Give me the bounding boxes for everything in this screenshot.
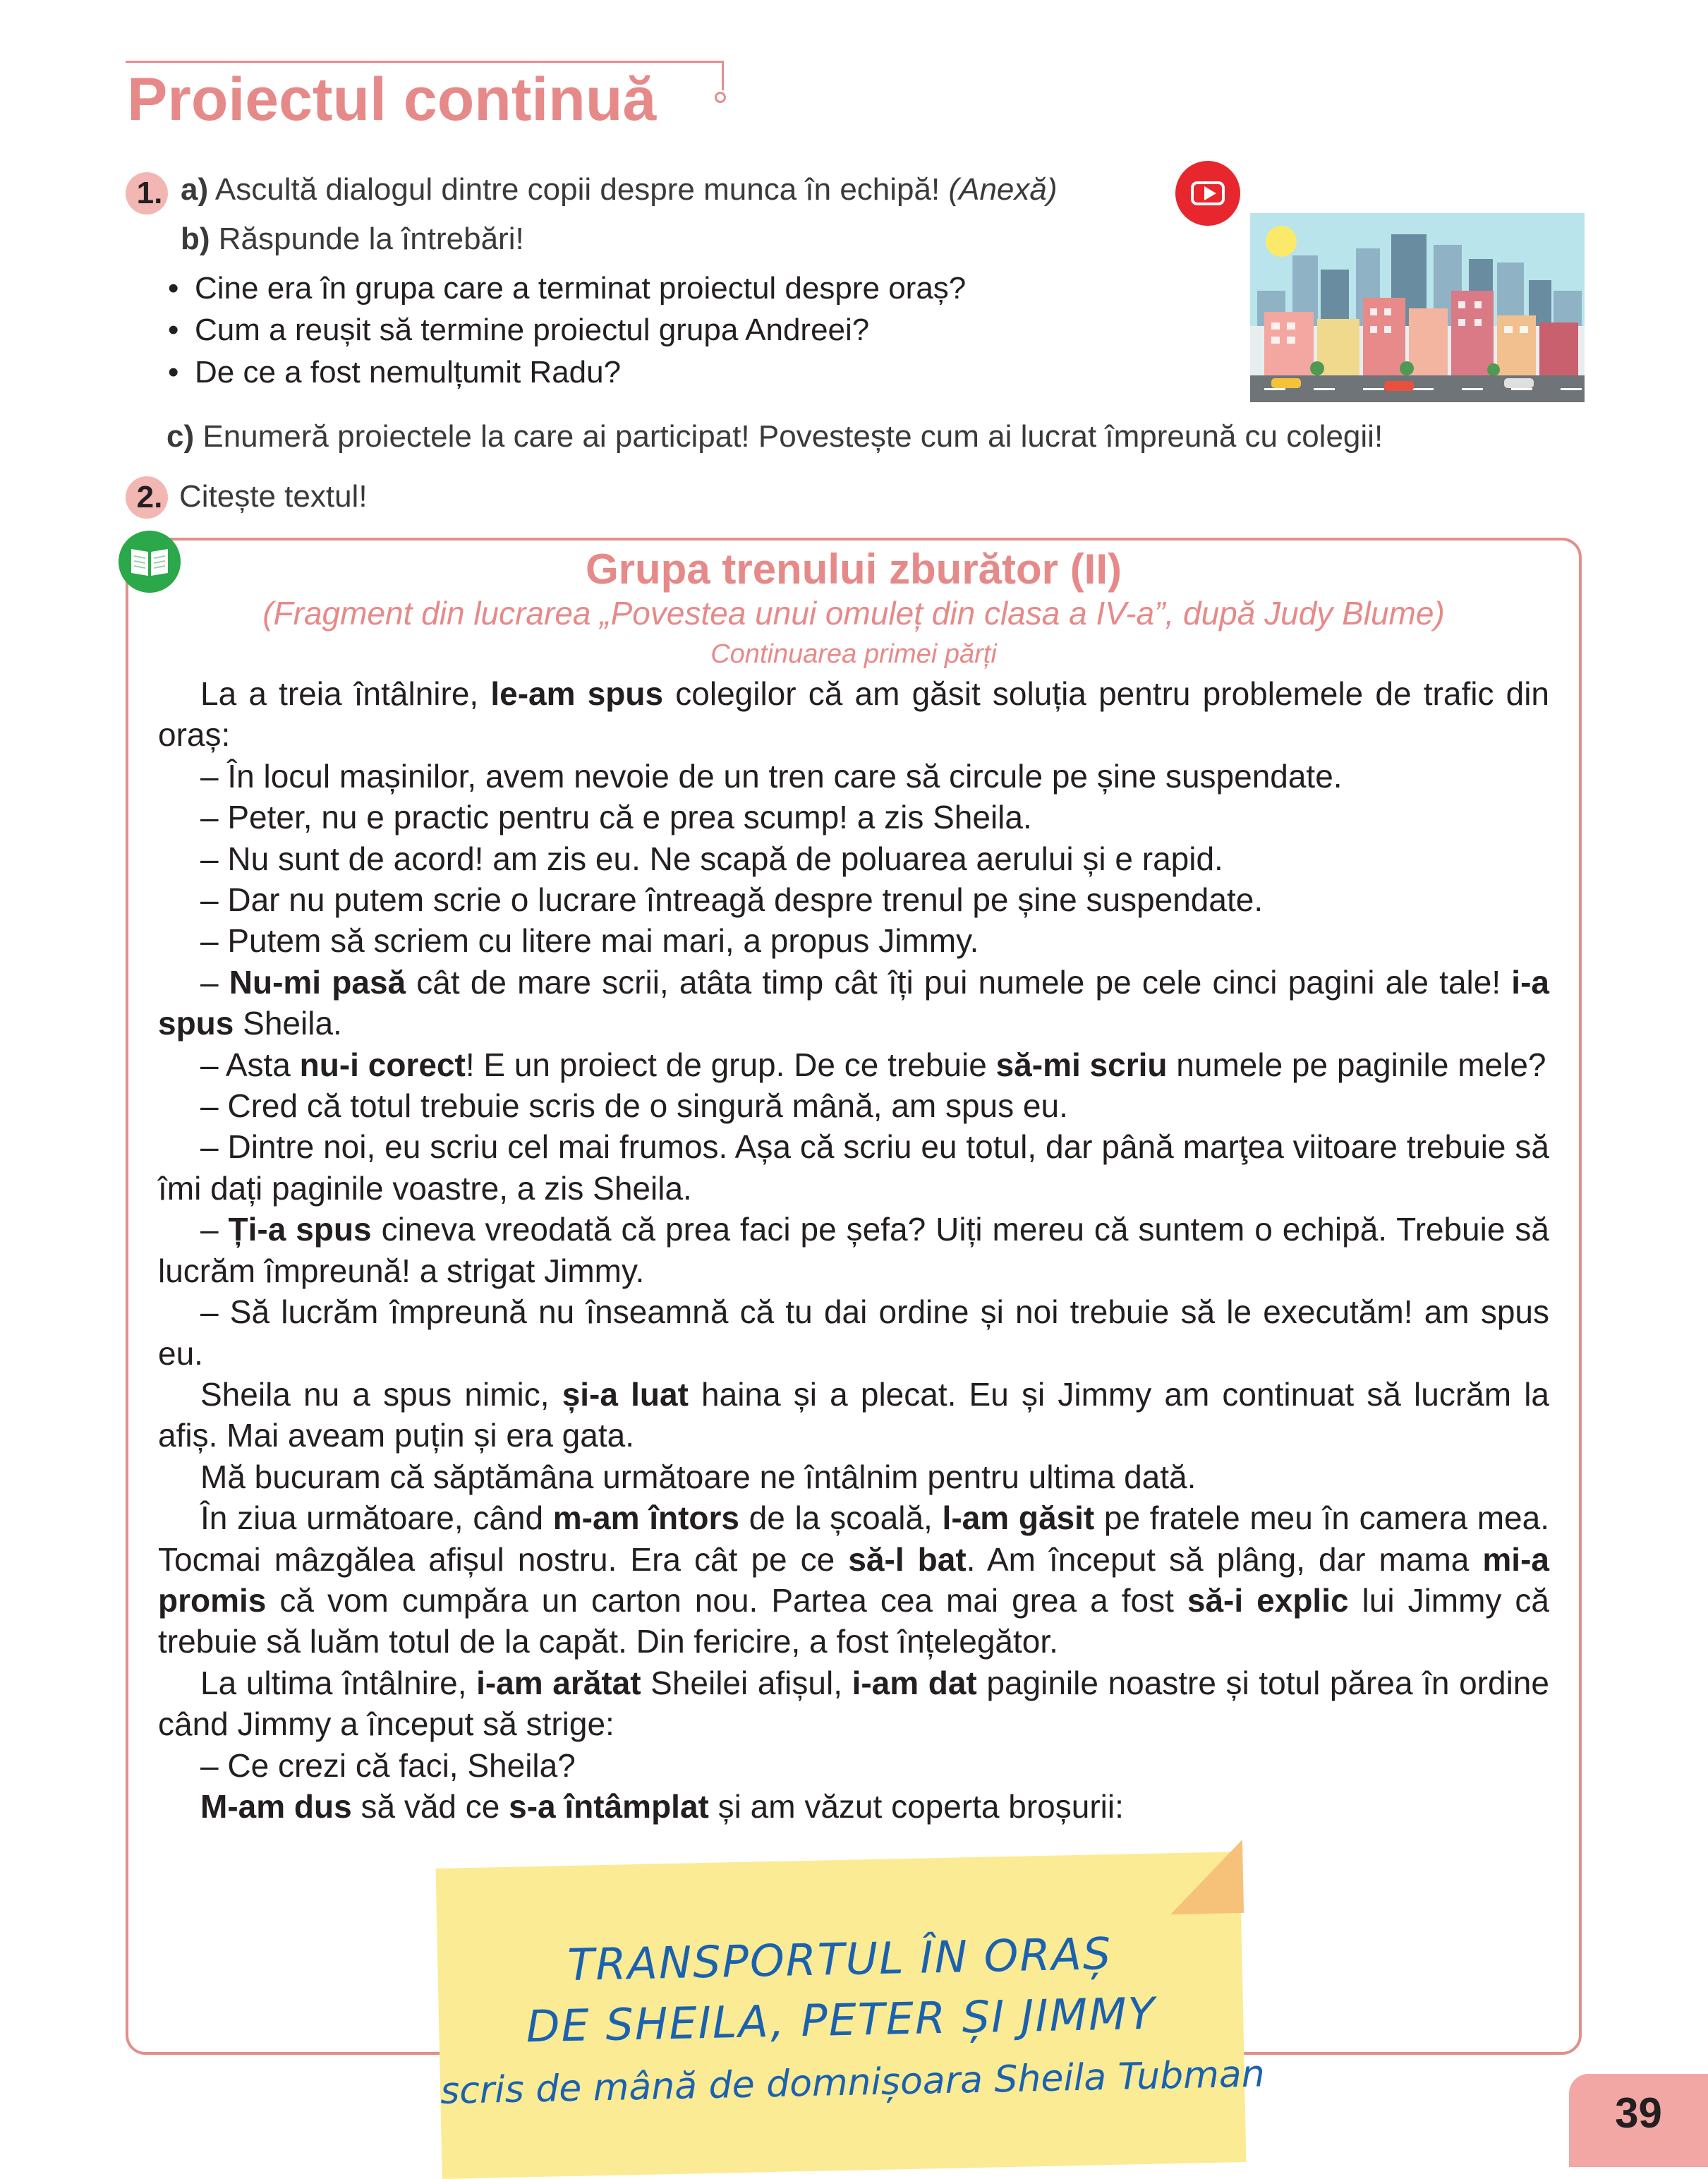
- story-text-run: Sheila nu a spus nimic,: [200, 1375, 562, 1413]
- story-bold-phrase: i-am arătat: [476, 1664, 641, 1701]
- title-rule-end: [722, 61, 724, 90]
- story-text-run: de la școală,: [739, 1499, 943, 1537]
- story-paragraph: [158, 1662, 1549, 1745]
- city-illustration: [1250, 213, 1585, 402]
- story-source: (Fragment din lucrarea „Povestea unui omuleț din clasa a IV-a”, după Judy Blume): [262, 595, 1445, 632]
- story-bold-phrase: i-a spus: [158, 963, 1549, 1042]
- story-text-run: colegilor că am găsit soluția pentru problemele de trafic din oraș:: [158, 675, 1550, 754]
- exercise-1-badge: 1.: [126, 172, 168, 215]
- story-text-run: – Să lucrăm împreună nu înseamnă că tu dai ordine și noi trebuie să le executăm! am spus eu.: [158, 1293, 1549, 1372]
- note-line-title: TRANSPORTUL ÎN ORAȘ: [567, 1927, 1113, 1991]
- story-bold-phrase: le-am spus: [490, 675, 664, 712]
- exercise-1b-label: b): [181, 222, 210, 256]
- story-text: [158, 673, 1549, 1827]
- story-paragraph: [158, 962, 1549, 1044]
- sticky-note: [436, 1852, 1266, 2179]
- story-bold-phrase: nu-i corect: [299, 1046, 466, 1083]
- exercise-1c-label: c): [166, 419, 195, 454]
- story-continuation: Continuarea primei părți: [710, 639, 997, 669]
- exercise-2-badge: 2.: [126, 476, 168, 519]
- story-bold-phrase: s-a întâmplat: [509, 1787, 709, 1825]
- story-text-run: –: [200, 963, 229, 1001]
- youtube-play-icon[interactable]: [1175, 161, 1240, 226]
- story-text-run: lui Jimmy că trebuie să luăm totul de la capăt. Din fericire, a fost înțelegător.: [158, 1581, 1550, 1660]
- title-rule: [126, 61, 724, 63]
- story-text-run: numele pe paginile mele?: [1167, 1046, 1546, 1083]
- story-paragraph: [158, 1044, 1549, 1085]
- exercise-1c-text: Enumeră proiectele la care ai participat! Povestește cum ai lucrat împreună cu colegii!: [202, 419, 1383, 454]
- story-paragraph: [158, 920, 1549, 961]
- story-text-run: cât de mare scrii, atâta timp cât îți pui numele pe cele cinci pagini ale tale!: [406, 963, 1512, 1001]
- question-item: • Cum a reușit să termine proiectul grupa Andreei?: [168, 313, 869, 349]
- exercise-1c: [166, 419, 1383, 455]
- story-text-run: . Am început să plâng, dar mama: [966, 1540, 1483, 1578]
- story-paragraph: [158, 1745, 1549, 1786]
- story-paragraph: [158, 673, 1549, 756]
- exercise-1a: [181, 172, 1058, 208]
- story-bold-phrase: mi-a promis: [158, 1540, 1549, 1619]
- story-text-run: că vom cumpăra un carton nou. Partea cea mai grea a fost: [266, 1581, 1187, 1619]
- story-text-run: La a treia întâlnire,: [200, 675, 491, 712]
- story-text-run: La ultima întâlnire,: [200, 1664, 477, 1701]
- story-bold-phrase: Ți-a spus: [228, 1211, 372, 1248]
- question-item: • De ce a fost nemulțumit Radu?: [168, 355, 621, 391]
- story-text-run: pe fratele meu în camera mea. Tocmai mâzgălea afișul nostru. Era cât pe ce: [158, 1499, 1549, 1578]
- story-text-run: haina și a plecat. Eu și Jimmy am continuat să lucrăm la afiș. Mai aveam puțin și era gata.: [158, 1375, 1549, 1454]
- story-bold-phrase: să-l bat: [848, 1540, 967, 1578]
- exercise-1a-text: Ascultă dialogul dintre copii despre munca în echipă!: [214, 172, 940, 207]
- story-text-run: cineva vreodată că prea faci pe șefa? Uiți mereu că suntem o echipă. Trebuie să lucrăm împreună! a strigat Jimmy.: [158, 1211, 1549, 1289]
- story-paragraph: [158, 1497, 1549, 1662]
- story-text-run: – Dintre noi, eu scriu cel mai frumos. Așa că scriu eu totul, dar până marţea viitoare trebuie să îmi dați paginile voastre, a zis Sheila.: [158, 1128, 1549, 1207]
- exercise-1b: [181, 222, 524, 258]
- sticky-note-fold: [1169, 1840, 1244, 1914]
- story-text-run: Sheila.: [234, 1005, 342, 1042]
- story-paragraph: [158, 879, 1549, 920]
- story-text-run: – Nu sunt de acord! am zis eu. Ne scapă de poluarea aerului și e rapid.: [200, 840, 1223, 877]
- story-text-run: Sheilei afișul,: [641, 1664, 852, 1701]
- story-paragraph: [158, 1786, 1549, 1827]
- story-paragraph: [158, 1126, 1549, 1209]
- story-paragraph: [158, 1291, 1549, 1374]
- story-paragraph: [158, 1456, 1549, 1497]
- story-text-run: – Putem să scriem cu litere mai mari, a propus Jimmy.: [200, 922, 979, 960]
- story-bold-phrase: i-am dat: [852, 1664, 977, 1701]
- story-bold-phrase: Nu-mi pasă: [229, 963, 406, 1001]
- story-bold-phrase: să-i explic: [1187, 1581, 1349, 1619]
- story-text-run: În ziua următoare, când: [200, 1499, 553, 1537]
- story-paragraph: [158, 838, 1549, 879]
- page-title: Proiectul continuă: [127, 66, 657, 133]
- story-paragraph: [158, 1209, 1549, 1291]
- question-item: • Cine era în grupa care a terminat proiectul despre oraș?: [168, 271, 966, 307]
- title-rule-dot: [715, 92, 726, 103]
- story-text-run: –: [200, 1211, 229, 1248]
- story-paragraph: [158, 797, 1549, 838]
- play-triangle-icon: [1204, 186, 1216, 200]
- note-line-authors: DE SHEILA, PETER ȘI JIMMY: [526, 1987, 1157, 2053]
- story-bold-phrase: și-a luat: [562, 1375, 689, 1413]
- exercise-1a-label: a): [181, 172, 209, 207]
- story-text-run: Mă bucuram că săptămâna următoare ne întâlnim pentru ultima dată.: [200, 1458, 1197, 1495]
- story-bold-phrase: l-am găsit: [942, 1499, 1095, 1537]
- story-bold-phrase: să-mi scriu: [995, 1046, 1168, 1083]
- story-bold-phrase: m-am întors: [552, 1499, 739, 1537]
- story-text-run: ! E un proiect de grup. De ce trebuie: [465, 1046, 996, 1083]
- exercise-1a-annex: (Anexă): [948, 172, 1058, 207]
- exercise-1b-text: Răspunde la întrebări!: [218, 222, 524, 256]
- story-text-run: paginile noastre și totul părea în ordine când Jimmy a început să strige:: [158, 1664, 1549, 1743]
- exercise-2-text: Citește textul!: [179, 479, 368, 514]
- story-paragraph: [158, 756, 1549, 797]
- page-number: 39: [1615, 2089, 1662, 2137]
- story-text-run: – Peter, nu e practic pentru că e prea scump! a zis Sheila.: [200, 799, 1032, 836]
- story-paragraph: [158, 1374, 1549, 1456]
- story-text-run: – Ce crezi că faci, Sheila?: [200, 1746, 576, 1784]
- story-text-run: și am văzut coperta broșurii:: [708, 1787, 1124, 1825]
- story-text-run: – Dar nu putem scrie o lucrare întreagă despre trenul pe șine suspendate.: [200, 881, 1264, 919]
- note-line-signature: scris de mână de domnișoara Sheila Tubman: [440, 2053, 1266, 2113]
- story-paragraph: [158, 1085, 1549, 1126]
- story-bold-phrase: M-am dus: [200, 1787, 352, 1825]
- story-title: Grupa trenului zburător (II): [586, 545, 1122, 593]
- story-text-run: să văd ce: [351, 1787, 509, 1825]
- story-text-run: – Cred că totul trebuie scris de o singură mână, am spus eu.: [200, 1087, 1068, 1125]
- story-text-run: – Asta: [200, 1046, 300, 1083]
- story-text-run: – În locul mașinilor, avem nevoie de un tren care să circule pe șine suspendate.: [200, 757, 1343, 795]
